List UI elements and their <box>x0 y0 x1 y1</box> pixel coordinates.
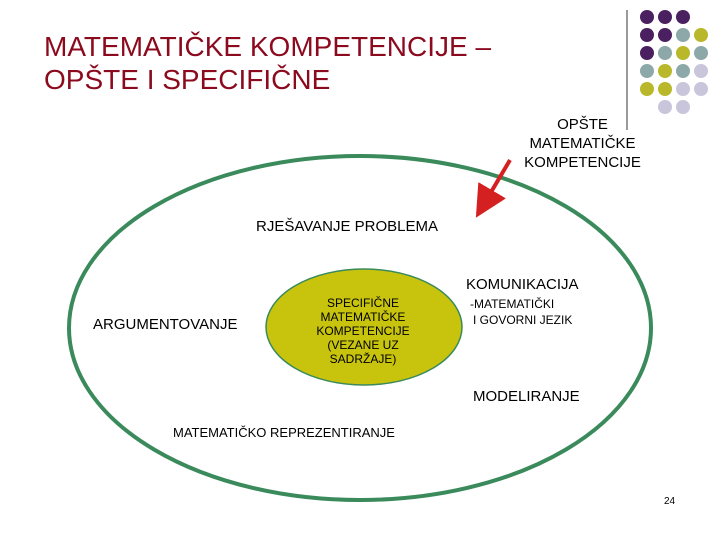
representation-label: MATEMATIČKO REPREZENTIRANJE <box>173 425 395 440</box>
general-line-3: KOMPETENCIJE <box>524 154 641 171</box>
problem-solving-label: RJEŠAVANJE PROBLEMA <box>256 218 438 235</box>
argumentation-label: ARGUMENTOVANJE <box>93 316 238 333</box>
language-line-2: I GOVORNI JEZIK <box>473 313 573 327</box>
title-line-2: OPŠTE I SPECIFIČNE <box>44 64 331 95</box>
page-number: 24 <box>664 496 676 507</box>
general-line-1: OPŠTE <box>557 116 608 133</box>
title-line-1: MATEMATIČKE KOMPETENCIJE – <box>44 31 492 62</box>
arrow-icon <box>484 160 510 204</box>
language-line-1: -MATEMATIČKI <box>470 297 555 311</box>
communication-label: KOMUNIKACIJA <box>466 276 579 293</box>
general-competencies-label <box>515 115 650 172</box>
specific-competencies-label: SPECIFIČNE MATEMATIČKE KOMPETENCIJE (VEZANE UZ SADRŽAJE) <box>316 296 410 366</box>
modeling-label: MODELIRANJE <box>473 388 580 405</box>
general-line-2: MATEMATIČKE <box>529 135 636 152</box>
language-label <box>470 296 572 328</box>
